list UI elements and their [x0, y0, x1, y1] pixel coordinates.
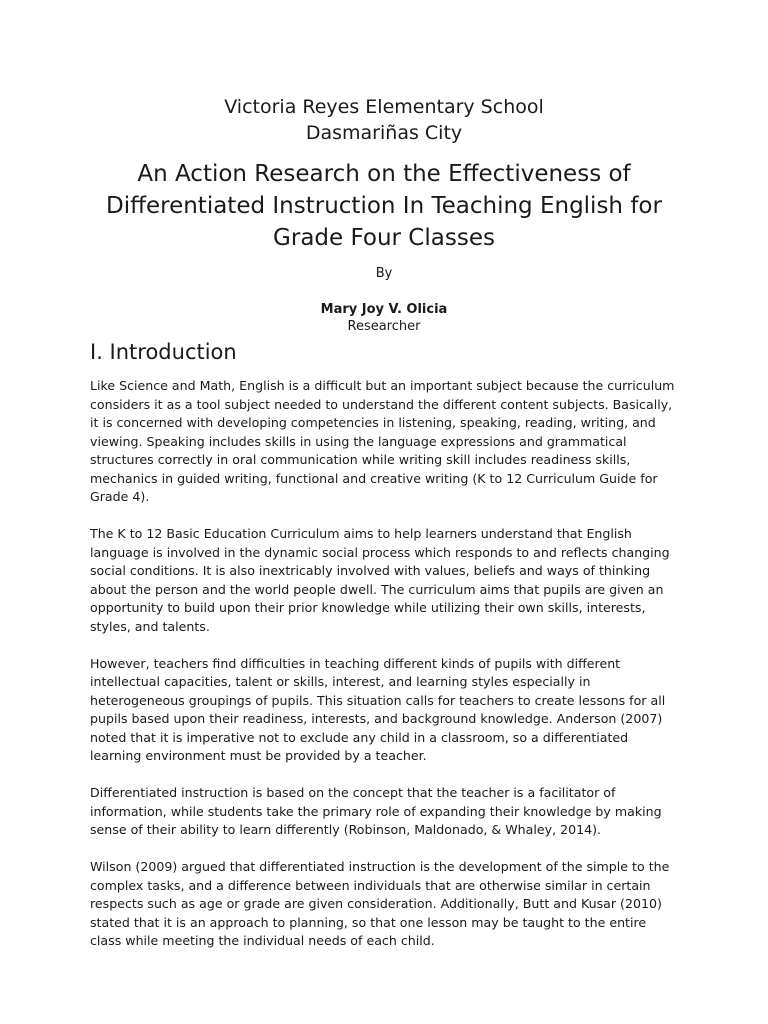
introduction-body — [90, 377, 680, 969]
paragraph: Wilson (2009) argued that differentiated instruction is the development of the simple to the complex tasks, and a difference between individuals that are otherwise similar in certain respects such as age or grade are given consideration. Additionally, Butt and Kusar (2010) stated that it is an approach to planning, so that one lesson may be taught to the entire class while meeting the individual needs of each child. — [90, 859, 670, 948]
section-heading-introduction: I. Introduction — [90, 340, 237, 364]
by-label: By — [375, 266, 393, 281]
school-header — [0, 94, 768, 146]
paragraph: The K to 12 Basic Education Curriculum aims to help learners understand that English language is involved in the dynamic social process which responds to and reflects changing social conditions. It is also inextricably involved with values, beliefs and ways of thinking about the person and the world people dwell. The curriculum aims that pupils are given an opportunity to build upon their prior knowledge while utilizing their own skills, interests, styles, and talents. — [90, 526, 670, 634]
school-name: Victoria Reyes Elementary School — [224, 96, 544, 118]
paragraph: However, teachers find difficulties in teaching different kinds of pupils with different intellectual capacities, talent or skills, interest, and learning styles especially in heterogeneous groupings of pupils. This situation calls for teachers to create lessons for all pupils based upon their readiness, interests, and background knowledge. Anderson (2007) noted that it is imperative not to exclude any child in a classroom, so a differentiated learning environment must be provided by a teacher. — [90, 655, 666, 763]
author-name: Mary Joy V. Olicia — [320, 302, 448, 317]
school-city: Dasmariñas City — [305, 122, 463, 144]
document-title: An Action Research on the Effectiveness of Differentiated Instruction In Teaching English for Grade Four Classes — [106, 161, 662, 251]
paragraph: Differentiated instruction is based on the concept that the teacher is a facilitator of information, while students take the primary role of expanding their knowledge by making sense of their ability to learn differently (Robinson, Maldonado, & Whaley, 2014). — [90, 785, 662, 837]
author-role: Researcher — [347, 319, 421, 334]
paragraph: Like Science and Math, English is a difficult but an important subject because the curriculum considers it as a tool subject needed to understand the different content subjects. Basically, it is concerned with developing competencies in listening, speaking, reading, writing, and viewing. Speaking includes skills in using the language expressions and grammatical structures correctly in oral communication while writing skill includes readiness skills, mechanics in guided writing, functional and creative writing (K to 12 Curriculum Guide for Grade 4). — [90, 378, 675, 504]
